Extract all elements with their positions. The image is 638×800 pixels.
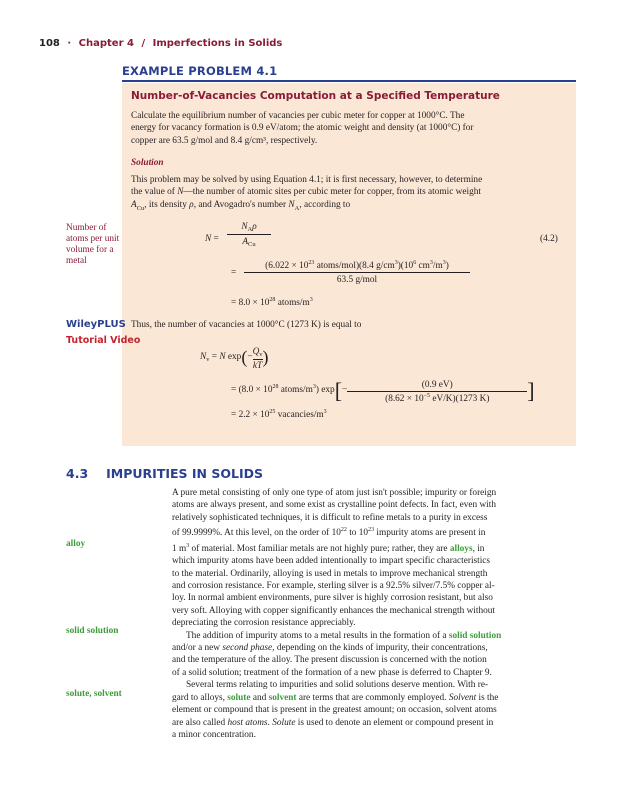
problem-line: energy for vacancy formation is 0.9 eV/atom; the atomic weight and density (at 1000°C) for — [131, 123, 474, 134]
equation-n-fraction: $N_A\rho$ $A_{Cu}$ — [227, 222, 271, 248]
example-problem-text — [131, 110, 566, 147]
solution-line: the value of N—the number of atomic sites per cubic meter for copper, from its atomic weight — [131, 187, 481, 198]
example-problem-label: EXAMPLE PROBLEM 4.1 — [122, 64, 278, 78]
problem-line: copper are 63.5 g/mol and 8.4 g/cm³, respectively. — [131, 135, 318, 146]
solution-label: Solution — [131, 158, 164, 168]
equation-nv-result: = $2.2 \times 10^{25}$ vacancies/$m^3$ — [231, 409, 327, 420]
solution-line: $A_{Cu}$, its density ρ, and Avogadro's number $N_A$, according to — [131, 199, 351, 212]
equation-n-lhs: N = — [205, 234, 219, 244]
example-divider — [122, 80, 576, 82]
margin-term-alloy: alloy — [66, 539, 86, 549]
equation-equals: = — [231, 268, 237, 278]
example-heading: Number-of-Vacancies Computation at a Specified Temperature — [131, 90, 500, 102]
margin-note-atoms-per-volume: Number of atoms per unit volume for a metal — [66, 223, 120, 266]
equation-nv-substitution: = ($8.0 \times 10^{28}$ atoms/$m^3$) exp[− $\frac{(0.9 eV)}{(8.62 \times 10^{-5} eV/K)(1273 K)}$ ] — [231, 378, 535, 404]
solution-text — [131, 174, 566, 215]
page-number: 108 — [39, 38, 60, 49]
section-title-text: IMPURITIES IN SOLIDS — [106, 466, 263, 481]
tutorial-video-link[interactable]: Tutorial Video — [66, 335, 141, 346]
equation-number: (4.2) — [540, 234, 558, 244]
solution-line: This problem may be solved by using Equation 4.1; it is first necessary, however, to determine — [131, 175, 483, 185]
section-title — [66, 466, 263, 481]
chapter-title: Imperfections in Solids — [152, 38, 283, 49]
section-body: A pure metal consisting of only one type of atom just isn't possible; impurity or foreign atoms are always present, and some exist as crystalline point defects. In fact, even with relatively sophisticated techniques, it is difficult to refine metals to a purity in excess of 99.9999%. At this level, on the order of $10^{22}$ to $10^{23}$ impurity atoms are present in 1 $m^3$ of material. Most familiar metals are not highly pure; rather, they are alloys, in which impurity atoms have been added intentionally to impart specific characteristics to the material. Ordinarily, alloying is used in metals to improve mechanical strength and corrosion resistance. For example, sterling silver is a 92.5% silver/7.5% copper al- loy. In normal ambient environments, pure silver is highly corrosion resistant, but also very soft. Alloying with copper significantly enhances the mechanical strength without depreciating the corrosion resistance appreciably. The addition of impurity atoms to a metal results in the formation of a solid solution and/or a new second phase, depending on the kinds of impurity, their concentrations, and the temperature of the alloy. The present discussion is concerned with the notion of a solid solution; treatment of the formation of a new phase is deferred to Chapter 9. Several terms relating to impurities and solid solutions deserve mention. With re- gard to alloys, solute and solvent are terms that are commonly employed. Solvent is the element or compound that is present in the greatest amount; on occasion, solvent atoms are also called host atoms. Solute is used to denote an element or compound present in a minor concentration. — [172, 488, 502, 740]
section-number: 4.3 — [66, 466, 89, 481]
problem-line: Calculate the equilibrium number of vacancies per cubic meter for copper at 1000°C. The — [131, 111, 465, 121]
header-divider: / — [141, 38, 146, 49]
vacancy-intro-text: Thus, the number of vacancies at 1000°C (1273 K) is equal to — [131, 320, 362, 330]
equation-substitution-fraction: ($6.022 \times 10^{23}$ atoms/mol)(8.4 $g/cm^3)(10^6$ $cm^3/m^3$) 63.5 g/mol — [244, 260, 470, 285]
margin-term-solute-solvent: solute, solvent — [66, 689, 122, 699]
running-header — [39, 38, 282, 49]
margin-term-solid-solution: solid solution — [66, 626, 119, 636]
wileyplus-link[interactable]: WileyPLUS — [66, 319, 126, 330]
chapter-label: Chapter 4 — [78, 38, 134, 49]
equation-nv: $N_v = N$ exp(− $\frac{Q_v}{kT}$ ) — [200, 347, 269, 371]
header-separator: · — [67, 38, 72, 49]
equation-n-result: = $8.0 \times 10^{28}$ atoms/$m^3$ — [231, 297, 313, 308]
